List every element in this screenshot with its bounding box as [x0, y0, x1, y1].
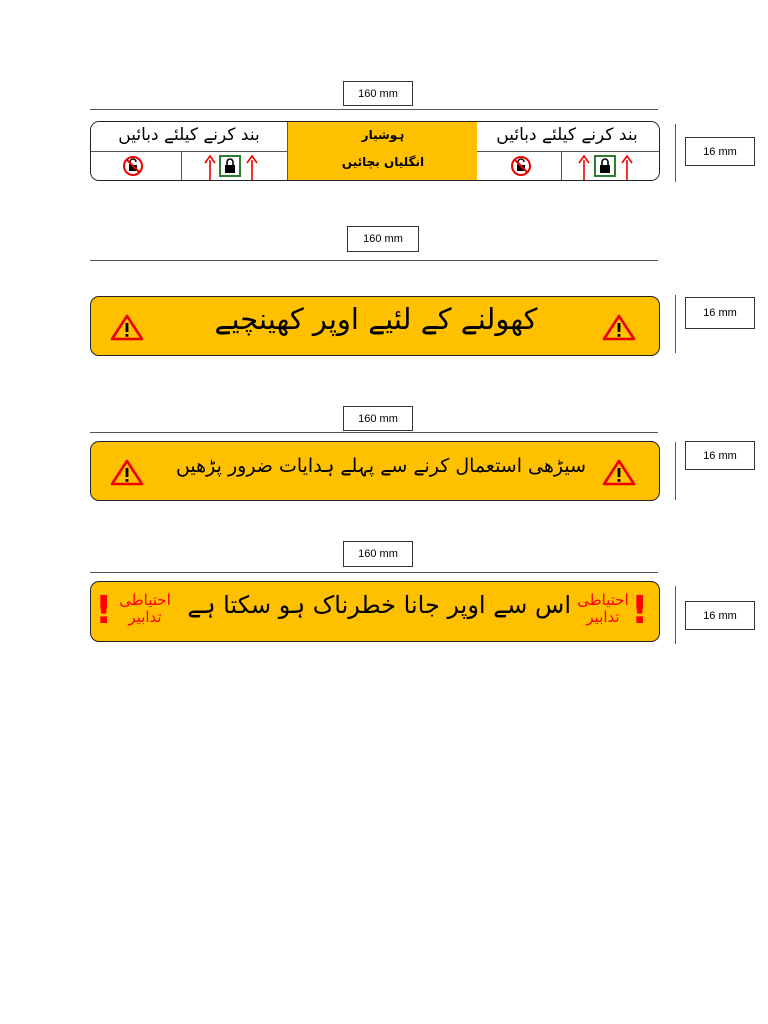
height-dimension-box: 16 mm [685, 137, 755, 166]
precaution-text-right [575, 592, 631, 627]
red-up-arrow-icon [246, 154, 258, 180]
width-dimension-line [90, 572, 658, 573]
width-dimension-box: 160 mm [347, 226, 419, 252]
panel-divider-h [477, 151, 659, 152]
precaution-line1: احتیاطی [119, 591, 171, 609]
height-dimension-line [675, 586, 676, 644]
danger-above-text: اس سے اوپر جانا خطرناک ہو سکتا ہے [187, 591, 571, 619]
width-dimension-line [90, 432, 658, 433]
precaution-line2: تدابیر [128, 608, 162, 627]
press-to-close-text-right: بند کرنے کیلئے دبائیں [496, 125, 638, 145]
panel-divider-v [181, 151, 182, 181]
read-instructions-text: سیڑھی استعمال کرنے سے پہلے ہدایات ضرور پڑھیں [175, 455, 587, 477]
height-dimension-line [675, 295, 676, 353]
no-unlock-icon [122, 155, 144, 177]
red-up-arrow-icon [204, 154, 216, 180]
panel-divider-h [91, 151, 287, 152]
width-dimension-box: 160 mm [343, 81, 413, 106]
red-up-arrow-icon [621, 154, 633, 180]
precaution-line2: تدابیر [586, 608, 620, 627]
right-panel [477, 122, 659, 180]
panel-divider-v [561, 151, 562, 181]
exclamation-icon: ! [631, 588, 649, 632]
finger-safety-label [90, 121, 660, 181]
pull-up-to-open-text: کھولنے کے لئیے اوپر کھینچیے [214, 302, 538, 336]
exclamation-icon: ! [95, 588, 113, 632]
read-instructions-label [90, 441, 660, 501]
red-up-arrow-icon [578, 154, 590, 180]
height-dimension-line [675, 442, 676, 500]
lock-icon [219, 155, 241, 177]
lock-icon [594, 155, 616, 177]
width-dimension-box: 160 mm [343, 541, 413, 567]
no-unlock-icon [510, 155, 532, 177]
danger-above-label [90, 581, 660, 642]
width-dimension-box: 160 mm [343, 406, 413, 431]
height-dimension-box: 16 mm [685, 441, 755, 470]
pull-up-to-open-label [90, 296, 660, 356]
center-subtitle: انگلیاں بچائیں [341, 155, 425, 169]
warning-triangle-icon [602, 458, 636, 486]
center-title: ہوشیار [361, 128, 405, 142]
precaution-text-left [117, 592, 173, 627]
height-dimension-box: 16 mm [685, 601, 755, 630]
warning-triangle-icon [602, 313, 636, 341]
width-dimension-line [90, 109, 658, 110]
precaution-line1: احتیاطی [577, 591, 629, 609]
width-dimension-line [90, 260, 658, 261]
height-dimension-box: 16 mm [685, 297, 755, 329]
center-warning-panel [287, 122, 479, 180]
left-panel [91, 122, 287, 180]
warning-triangle-icon [110, 313, 144, 341]
press-to-close-text-left: بند کرنے کیلئے دبائیں [118, 125, 260, 145]
warning-triangle-icon [110, 458, 144, 486]
height-dimension-line [675, 124, 676, 182]
